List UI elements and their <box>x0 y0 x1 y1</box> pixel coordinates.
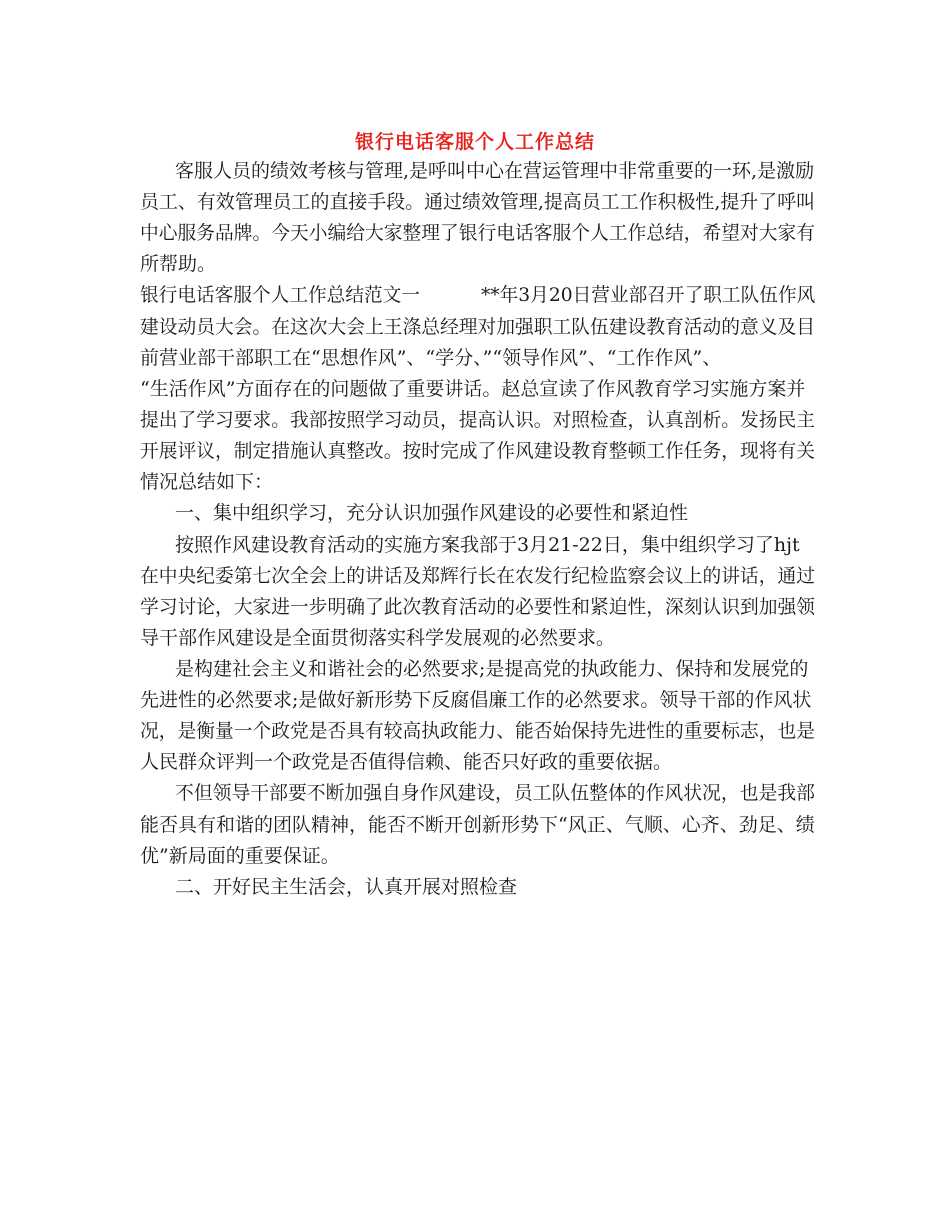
text-line: 开展评议，制定措施认真整改。按时完成了作风建设教育整顿工作任务，现将有关 <box>140 440 816 462</box>
text-line: 客服人员的绩效考核与管理,是呼叫中心在营运管理中非常重要的一环,是激励 <box>175 160 815 182</box>
text-line: 是构建社会主义和谐社会的必然要求;是提高党的执政能力、保持和发展党的 <box>175 658 809 680</box>
text-line: 不但领导干部要不断加强自身作风建设，员工队伍整体的作风状况，也是我部 <box>175 782 816 804</box>
document-title: 银行电话客服个人工作总结 <box>354 131 595 153</box>
text-line: 优”新局面的重要保证。 <box>140 845 340 867</box>
text-segment: **年3月20日营业部召开了职工队伍作风 <box>480 284 816 306</box>
text-line: 能否具有和谐的团队精神，能否不断开创新形势下“风正、气顺、心齐、劲足、绩 <box>140 814 815 836</box>
section-heading: 银行电话客服个人工作总结范文一 <box>140 284 421 306</box>
section-heading: 二、开好民主生活会，认真开展对照检查 <box>175 876 518 898</box>
text-line: “生活作风”方面存在的问题做了重要讲话。赵总宣读了作风教育学习实施方案并 <box>140 378 806 400</box>
text-line: 情况总结如下： <box>140 471 274 493</box>
text-line: 提出了学习要求。我部按照学习动员，提高认识。对照检查，认真剖析。发扬民主 <box>140 409 816 431</box>
text-line: 导干部作风建设是全面贯彻落实科学发展观的必然要求。 <box>140 627 616 649</box>
text-line: 建设动员大会。在这次大会上王涤总经理对加强职工队伍建设教育活动的意义及目 <box>140 316 816 338</box>
text-line: 况，是衡量一个政党是否具有较高执政能力、能否始保持先进性的重要标志，也是 <box>140 720 816 742</box>
text-line: 前营业部干部职工在“思想作风”、“学分、”“领导作风”、“工作作风”、 <box>140 347 722 369</box>
text-line: 先进性的必然要求;是做好新形势下反腐倡廉工作的必然要求。领导干部的作风状 <box>140 689 812 711</box>
text-line: 所帮助。 <box>140 253 217 275</box>
text-line: 员工、有效管理员工的直接手段。通过绩效管理,提高员工工作积极性,提升了呼叫 <box>140 191 816 213</box>
text-line: 按照作风建设教育活动的实施方案我部于3月21-22日，集中组织学习了hjt <box>175 534 800 556</box>
text-line: 中心服务品牌。今天小编给大家整理了银行电话客服个人工作总结，希望对大家有 <box>140 222 816 244</box>
text-line <box>140 283 815 307</box>
text-line: 在中央纪委第七次全会上的讲话及郑辉行长在农发行纪检监察会议上的讲话，通过 <box>140 565 816 587</box>
text-line: 人民群众评判一个政党是否值得信赖、能否只好政的重要依据。 <box>140 751 673 773</box>
text-line: 学习讨论，大家进一步明确了此次教育活动的必要性和紧迫性，深刻认识到加强领 <box>140 596 816 618</box>
section-heading: 一、集中组织学习，充分认识加强作风建设的必要性和紧迫性 <box>175 502 689 524</box>
